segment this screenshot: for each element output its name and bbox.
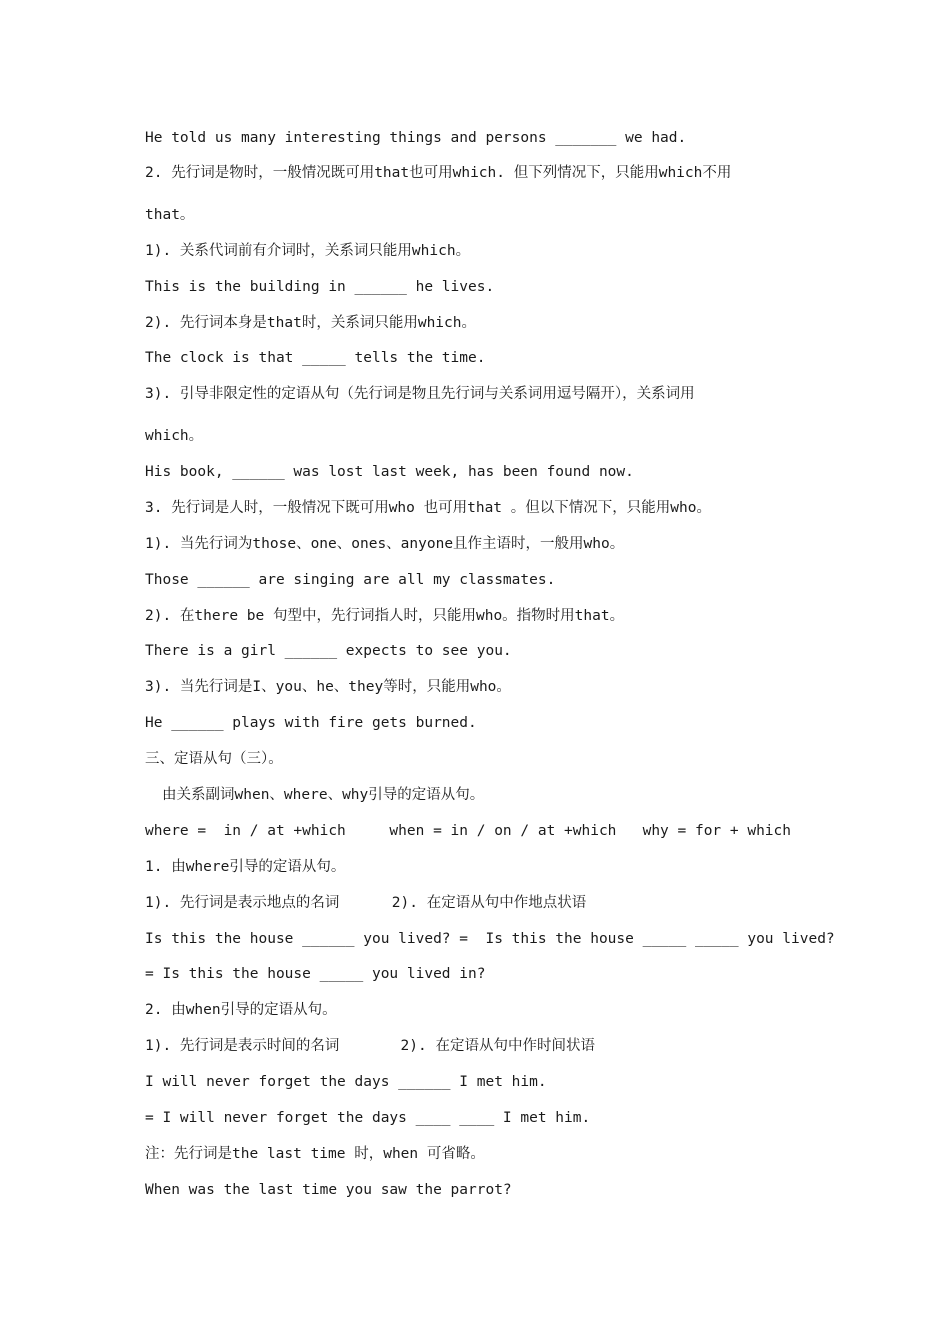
text-line: The clock is that _____ tells the time. [145, 350, 486, 366]
text-line: When was the last time you saw the parrot? [145, 1182, 512, 1198]
text-line: = I will never forget the days ____ ____ I met him. [145, 1110, 591, 1126]
text-line: 2). 先行词本身是that时，关系词只能用which。 [145, 315, 476, 331]
text-line: Is this the house ______ you lived? = Is this the house _____ _____ you lived? [145, 931, 835, 947]
text-line: 1). 先行词是表示时间的名词 2). 在定语从句中作时间状语 [145, 1038, 595, 1054]
text-line: He told us many interesting things and persons _______ we had. [145, 130, 687, 146]
text-line: He ______ plays with fire gets burned. [145, 715, 477, 731]
text-line: where = in / at +which when = in / on / at +which why = for + which [145, 823, 792, 839]
section-heading: 三、定语从句（三）。 [145, 751, 283, 767]
text-line: 1. 由where引导的定语从句。 [145, 859, 346, 875]
text-line: that。 [145, 207, 195, 223]
text-line: 1). 关系代词前有介词时，关系词只能用which。 [145, 243, 471, 259]
text-line: 由关系副词when、where、why引导的定语从句。 [162, 787, 485, 803]
text-line: = Is this the house _____ you lived in? [145, 966, 486, 982]
text-line: His book, ______ was lost last week, has been found now. [145, 464, 634, 480]
text-line: There is a girl ______ expects to see you. [145, 643, 512, 659]
text-line: 2. 先行词是物时，一般情况既可用that也可用which. 但下列情况下，只能用which不用 [145, 165, 732, 181]
text-line: Those ______ are singing are all my classmates. [145, 572, 556, 588]
text-line: This is the building in ______ he lives. [145, 279, 495, 295]
text-line: 注：先行词是the last time 时，when 可省略。 [145, 1146, 485, 1162]
text-line: I will never forget the days ______ I met him. [145, 1074, 547, 1090]
text-line: 2). 在there be 句型中，先行词指人时，只能用who。指物时用that。 [145, 608, 625, 624]
text-line: 3. 先行词是人时，一般情况下既可用who 也可用that 。但以下情况下，只能用who。 [145, 500, 711, 516]
text-line: 1). 先行词是表示地点的名词 2). 在定语从句中作地点状语 [145, 895, 587, 911]
text-line: 1). 当先行词为those、one、ones、anyone且作主语时，一般用who。 [145, 536, 625, 552]
text-line: 2. 由when引导的定语从句。 [145, 1002, 337, 1018]
text-line: 3). 引导非限定性的定语从句（先行词是物且先行词与关系词用逗号隔开），关系词用 [145, 386, 695, 402]
text-line: which。 [145, 428, 204, 444]
text-line: 3). 当先行词是I、you、he、they等时，只能用who。 [145, 679, 511, 695]
